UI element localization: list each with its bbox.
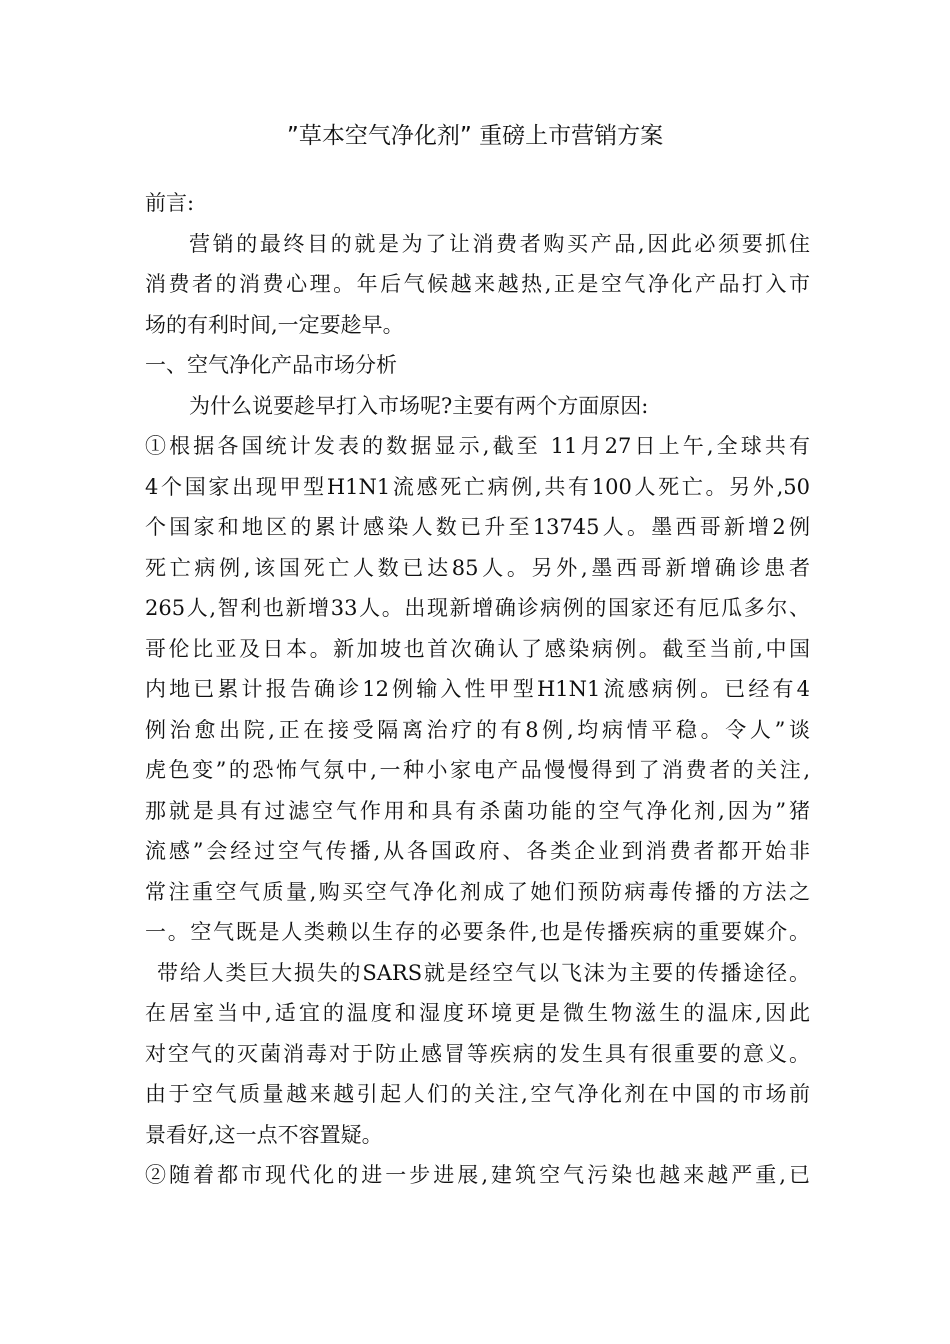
paragraph-line: 一。空气既是人类赖以生存的必要条件,也是传播疾病的重要媒介。 bbox=[145, 920, 810, 944]
paragraph-line: 常注重空气质量,购买空气净化剂成了她们预防病毒传播的方法之 bbox=[145, 879, 810, 904]
paragraph-line: 带给人类巨大损失的SARS就是经空气以飞沫为主要的传播途径。 bbox=[157, 960, 810, 985]
paragraph-line: 流感”会经过空气传播,从各国政府、各类企业到消费者都开始非 bbox=[145, 839, 810, 863]
paragraph-line: 景看好,这一点不容置疑。 bbox=[145, 1122, 383, 1147]
paragraph-line: 对空气的灭菌消毒对于防止感冒等疾病的发生具有很重要的意义。 bbox=[145, 1041, 810, 1066]
paragraph-line: 虎色变”的恐怖气氛中,一种小家电产品慢慢得到了消费者的关注, bbox=[145, 758, 810, 782]
paragraph-line: 4个国家出现甲型H1N1流感死亡病例,共有100人死亡。另外,50 bbox=[145, 474, 810, 499]
document-title: ”草本空气净化剂” 重磅上市营销方案 bbox=[286, 123, 664, 149]
preface-heading: 前言: bbox=[145, 191, 195, 215]
section-heading: 一、空气净化产品市场分析 bbox=[145, 353, 397, 377]
paragraph-line: 营销的最终目的就是为了让消费者购买产品,因此必须要抓住 bbox=[189, 231, 810, 256]
document-body bbox=[145, 183, 810, 1196]
paragraph-line: 265人,智利也新增33人。出现新增确诊病例的国家还有厄瓜多尔、 bbox=[145, 596, 810, 620]
paragraph-line: 内地已累计报告确诊12例输入性甲型H1N1流感病例。已经有4 bbox=[145, 677, 810, 701]
paragraph-line: 在居室当中,适宜的温度和湿度环境更是微生物滋生的温床,因此 bbox=[145, 1001, 810, 1025]
paragraph-line: 例治愈出院,正在接受隔离治疗的有8例,均病情平稳。令人”谈 bbox=[145, 717, 810, 742]
paragraph-line: 死亡病例,该国死亡人数已达85人。另外,墨西哥新增确诊患者 bbox=[145, 555, 810, 580]
paragraph-line: ①根据各国统计发表的数据显示,截至 11月27日上午,全球共有 bbox=[145, 434, 810, 458]
paragraph-line: 消费者的消费心理。年后气候越来越热,正是空气净化产品打入市 bbox=[145, 272, 810, 296]
paragraph-line: 由于空气质量越来越引起人们的关注,空气净化剂在中国的市场前 bbox=[145, 1082, 810, 1106]
paragraph-line: 那就是具有过滤空气作用和具有杀菌功能的空气净化剂,因为”猪 bbox=[145, 798, 810, 823]
paragraph-line: 个国家和地区的累计感染人数已升至13745人。墨西哥新增2例 bbox=[145, 515, 810, 539]
paragraph-line: 为什么说要趁早打入市场呢?主要有两个方面原因: bbox=[189, 393, 649, 418]
paragraph-line: ②随着都市现代化的进一步进展,建筑空气污染也越来越严重,已 bbox=[145, 1163, 810, 1187]
paragraph-line: 哥伦比亚及日本。新加坡也首次确认了感染病例。截至当前,中国 bbox=[145, 636, 810, 661]
paragraph-line: 场的有利时间,一定要趁早。 bbox=[145, 312, 404, 337]
